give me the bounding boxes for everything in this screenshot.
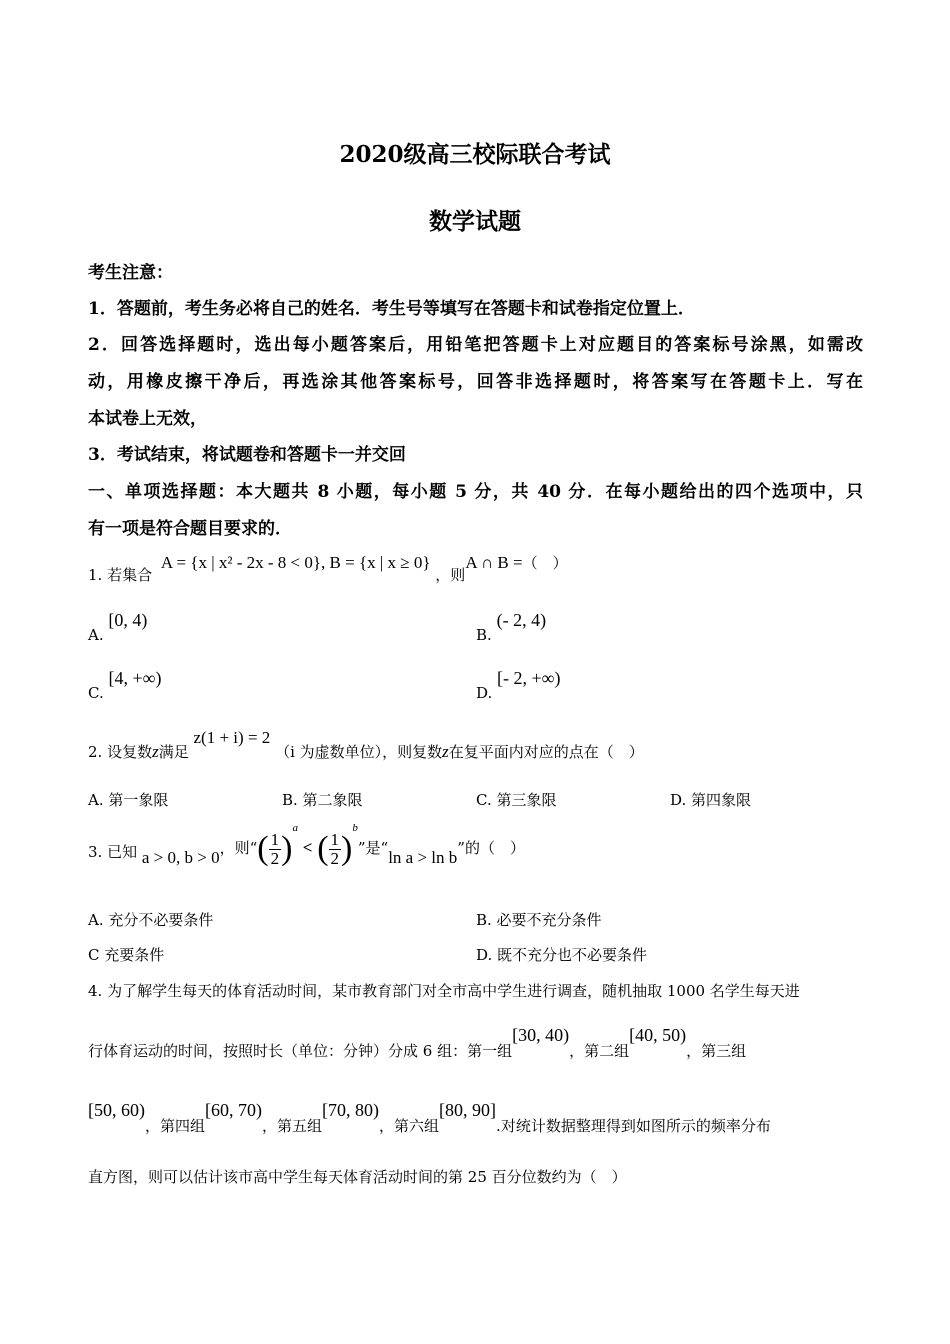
q1-option-c[interactable] bbox=[88, 668, 162, 702]
q3-option-c[interactable]: C 充要条件 bbox=[88, 946, 165, 964]
q3-frac-a-num: 1 bbox=[270, 829, 280, 849]
exam-title: 2020级高三校际联合考试 bbox=[339, 141, 611, 168]
q3-ln-expression: ln a > ln b bbox=[388, 848, 458, 867]
q2-option-a[interactable]: A. 第一象限 bbox=[88, 791, 169, 809]
q3-right-paren-a: ) bbox=[281, 830, 293, 867]
q3-exp-b: b bbox=[352, 822, 358, 834]
q1-option-d[interactable] bbox=[476, 668, 561, 702]
q3-option-d[interactable]: D. 既不充分也不必要条件 bbox=[476, 946, 648, 964]
q4-group-2: [40, 50) bbox=[629, 1025, 687, 1045]
q2-var: z bbox=[152, 742, 159, 761]
q1-option-a-label: A. bbox=[88, 626, 104, 644]
section-1-line-1: 一、单项选择题：本大题共 8 小题，每小题 5 分，共 40 分．在每小题给出的四个选项中，只 bbox=[88, 482, 863, 502]
q3-suffix: ”的（ ） bbox=[457, 839, 525, 857]
q2-prefix: 2. 设复数 bbox=[88, 743, 153, 761]
q3-fraction-b bbox=[329, 831, 342, 868]
q4-group-5: [70, 80) bbox=[322, 1100, 380, 1120]
question-3 bbox=[88, 822, 863, 882]
q1-option-c-label: C. bbox=[88, 684, 104, 702]
q4-group-6: [80, 90] bbox=[439, 1100, 497, 1120]
question-1 bbox=[88, 552, 863, 584]
q1-option-c-value: [4, +∞) bbox=[108, 668, 162, 688]
q2-option-d[interactable]: D. 第四象限 bbox=[670, 791, 752, 809]
q1-option-b-value: (- 2, 4) bbox=[496, 610, 547, 630]
q1-option-b[interactable] bbox=[476, 610, 547, 644]
q3-option-b[interactable]: B. 必要不充分条件 bbox=[476, 911, 602, 929]
q1-option-d-label: D. bbox=[476, 684, 493, 702]
notice-item-3: 3．考试结束，将试题卷和答题卡一并交回 bbox=[88, 445, 406, 465]
q3-left-paren-b: ( bbox=[317, 830, 329, 867]
q3-prefix: 3. 已知 bbox=[88, 843, 138, 861]
q1-prefix: 1. 若集合 bbox=[88, 566, 153, 584]
q4-group-4: [60, 70) bbox=[205, 1100, 263, 1120]
exam-subtitle: 数学试题 bbox=[429, 208, 521, 235]
q1-suffix: （ ） bbox=[522, 554, 568, 572]
q3-frac-a-den: 2 bbox=[270, 848, 280, 868]
q2-option-c[interactable]: C. 第三象限 bbox=[476, 791, 557, 809]
notice-heading: 考生注意： bbox=[88, 263, 173, 283]
q4-group-3: [50, 60) bbox=[88, 1100, 145, 1120]
notice-item-1: 1．答题前，考生务必将自己的姓名．考生号等填写在答题卡和试卷指定位置上． bbox=[88, 299, 695, 319]
question-4-line-4: 直方图，则可以估计该市高中学生每天体育活动时间的第 25 百分位数约为（ ） bbox=[88, 1168, 627, 1186]
q1-mid: ，则 bbox=[435, 566, 466, 584]
q1-option-b-label: B. bbox=[476, 626, 492, 644]
q4-group-1: [30, 40) bbox=[512, 1025, 570, 1045]
q3-right-paren-b: ) bbox=[341, 830, 353, 867]
q1-set-a: A = {x | x² - 2x - 8 < 0} bbox=[160, 553, 322, 572]
q2-mid2: （i 为虚数单位），则复数 bbox=[275, 743, 443, 761]
q3-mid1: ，则“ bbox=[219, 839, 258, 857]
q3-condition: a > 0, b > 0 bbox=[141, 848, 220, 867]
q1-expr: A ∩ B = bbox=[465, 553, 523, 572]
section-1-line-2: 有一项是符合题目要求的． bbox=[88, 519, 292, 539]
q1-set-b: , B = {x | x ≥ 0} bbox=[321, 553, 431, 572]
q1-option-a-value: [0, 4) bbox=[108, 610, 148, 630]
question-2 bbox=[88, 727, 863, 761]
q2-equation: z(1 + i) = 2 bbox=[193, 728, 271, 747]
q4-line-3-tail: .对统计数据整理得到如图所示的频率分布 bbox=[496, 1117, 771, 1135]
q3-fraction-a bbox=[269, 831, 282, 868]
q2-mid1: 满足 bbox=[158, 743, 189, 761]
q4-sep-6: ，第六组 bbox=[379, 1117, 440, 1135]
notice-item-2-line-1: 2．回答选择题时，选出每小题答案后，用铅笔把答题卡上对应题目的答案标号涂黑，如需改 bbox=[88, 335, 863, 355]
q3-option-a[interactable]: A. 充分不必要条件 bbox=[88, 911, 214, 929]
q4-sep-4: ，第四组 bbox=[145, 1117, 206, 1135]
q4-sep-5: ，第五组 bbox=[262, 1117, 323, 1135]
q4-sep-3: ，第三组 bbox=[686, 1042, 747, 1060]
q2-option-b[interactable]: B. 第二象限 bbox=[282, 791, 363, 809]
q4-sep-2: ，第二组 bbox=[569, 1042, 630, 1060]
question-4-line-3 bbox=[88, 1100, 863, 1135]
q3-exp-a: a bbox=[292, 822, 298, 834]
question-4-line-1: 4. 为了解学生每天的体育活动时间，某市教育部门对全市高中学生进行调查，随机抽取 1000 名学生每天进 bbox=[88, 982, 800, 1000]
q3-frac-b-den: 2 bbox=[330, 848, 340, 868]
q1-option-d-value: [- 2, +∞) bbox=[497, 668, 561, 688]
question-4-line-2 bbox=[88, 1025, 863, 1060]
notice-item-2-line-2: 动，用橡皮擦干净后，再选涂其他答案标号，回答非选择题时，将答案写在答题卡上．写在 bbox=[88, 372, 863, 392]
q3-left-paren-a: ( bbox=[257, 830, 269, 867]
q4-line-2-text: 行体育运动的时间，按照时长（单位：分钟）分成 6 组：第一组 bbox=[88, 1042, 513, 1060]
q1-option-a[interactable] bbox=[88, 610, 148, 644]
q3-frac-b-num: 1 bbox=[330, 829, 340, 849]
q2-var-2: z bbox=[442, 742, 449, 761]
q3-mid2: ”是“ bbox=[357, 839, 389, 857]
notice-item-2-line-3: 本试卷上无效， bbox=[88, 409, 207, 429]
q3-less-than: < bbox=[302, 838, 313, 857]
q2-mid3: 在复平面内对应的点在（ ） bbox=[448, 743, 644, 761]
